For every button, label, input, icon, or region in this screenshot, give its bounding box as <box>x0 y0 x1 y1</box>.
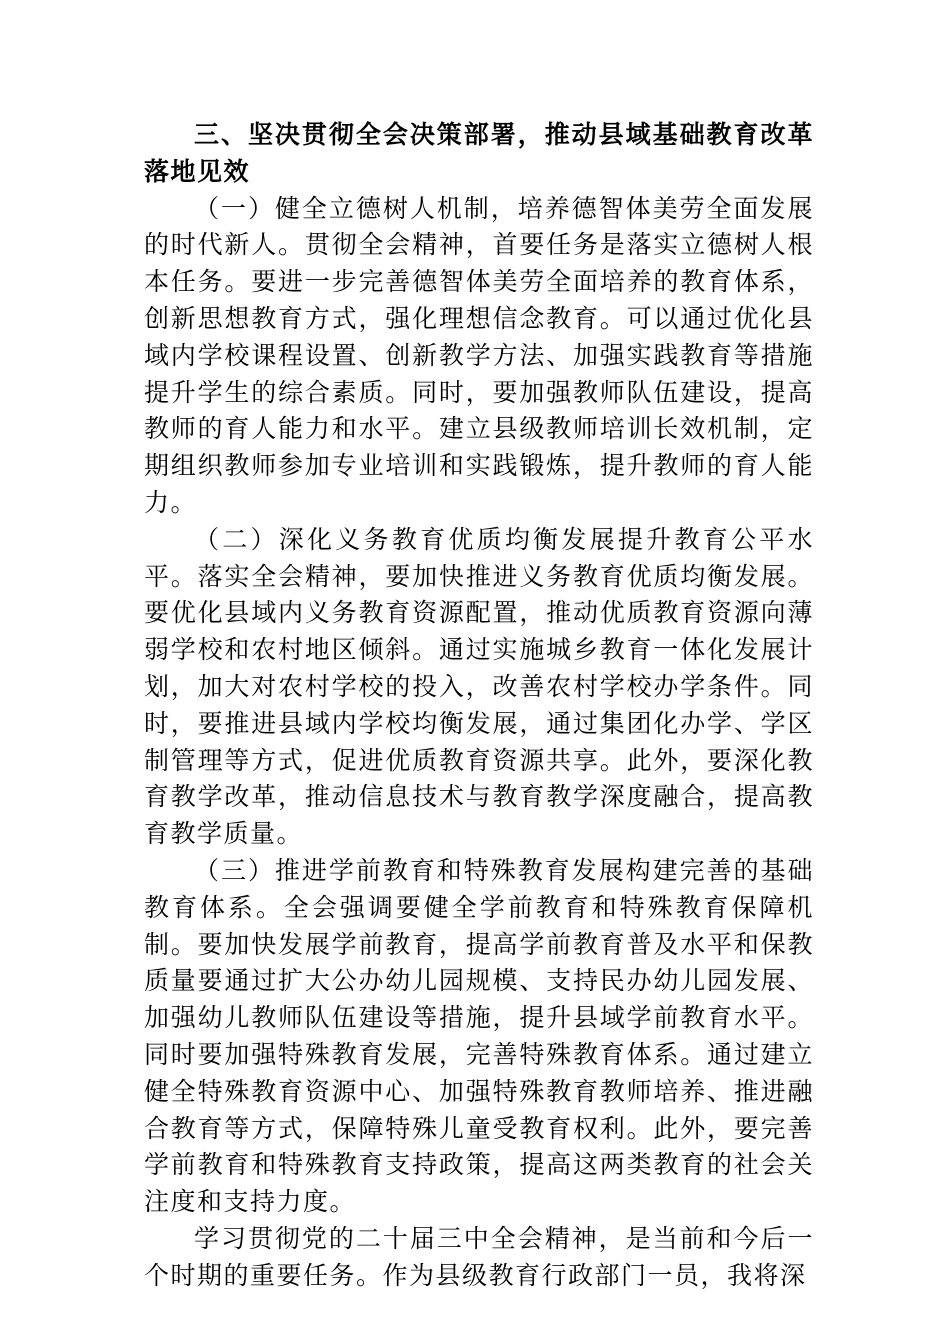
paragraph-2 <box>144 522 814 853</box>
paragraph-4-body: 学习贯彻党的二十届三中全会精神，是当前和今后一个时期的重要任务。作为县级教育行政部门一员，我将深 <box>144 1223 814 1290</box>
paragraph-3 <box>144 853 814 1221</box>
paragraph-3-lead: （三）推进学前教育和特殊教育发展构建完善的基础教育体系。 <box>144 855 814 922</box>
paragraph-2-lead: （二）深化义务教育优质均衡发展提升教育公平水平。 <box>144 524 814 591</box>
document-body <box>144 117 814 1295</box>
paragraph-2-body: 落实全会精神，要加快推进义务教育优质均衡发展。要优化县域内义务教育资源配置，推动优质教育资源向薄弱学校和农村地区倾斜。通过实施城乡教育一体化发展计划，加大对农村学校的投入，改善农村学校办学条件。同时，要推进县域内学校均衡发展，通过集团化办学、学区制管理等方式，促进优质教育资源共享。此外，要深化教育教学改革，推动信息技术与教育教学深度融合，提高教育教学质量。 <box>144 561 814 849</box>
paragraph-3-body: 全会强调要健全学前教育和特殊教育保障机制。要加快发展学前教育，提高学前教育普及水平和保教质量要通过扩大公办幼儿园规模、支持民办幼儿园发展、加强幼儿教师队伍建设等措施，提升县域学前教育水平。同时要加强特殊教育发展，完善特殊教育体系。通过建立健全特殊教育资源中心、加强特殊教育教师培养、推进融合教育等方式，保障特殊儿童受教育权利。此外，要完善学前教育和特殊教育支持政策，提高这两类教育的社会关注度和支持力度。 <box>144 892 814 1217</box>
paragraph-1 <box>144 191 814 522</box>
paragraph-1-body: 贯彻全会精神，首要任务是落实立德树人根本任务。要进一步完善德智体美劳全面培养的教育体系，创新思想教育方式，强化理想信念教育。可以通过优化县域内学校课程设置、创新教学方法、加强实践教育等措施提升学生的综合素质。同时，要加强教师队伍建设，提高教师的育人能力和水平。建立县级教师培训长效机制，定期组织教师参加专业培训和实践锻炼，提升教师的育人能力。 <box>144 230 814 517</box>
paragraph-1-lead: （一）健全立德树人机制，培养德智体美劳全面发展的时代新人。 <box>144 193 814 260</box>
paragraph-4 <box>144 1221 814 1295</box>
section-heading: 三、坚决贯彻全会决策部署，推动县域基础教育改革落地见效 <box>144 120 814 186</box>
